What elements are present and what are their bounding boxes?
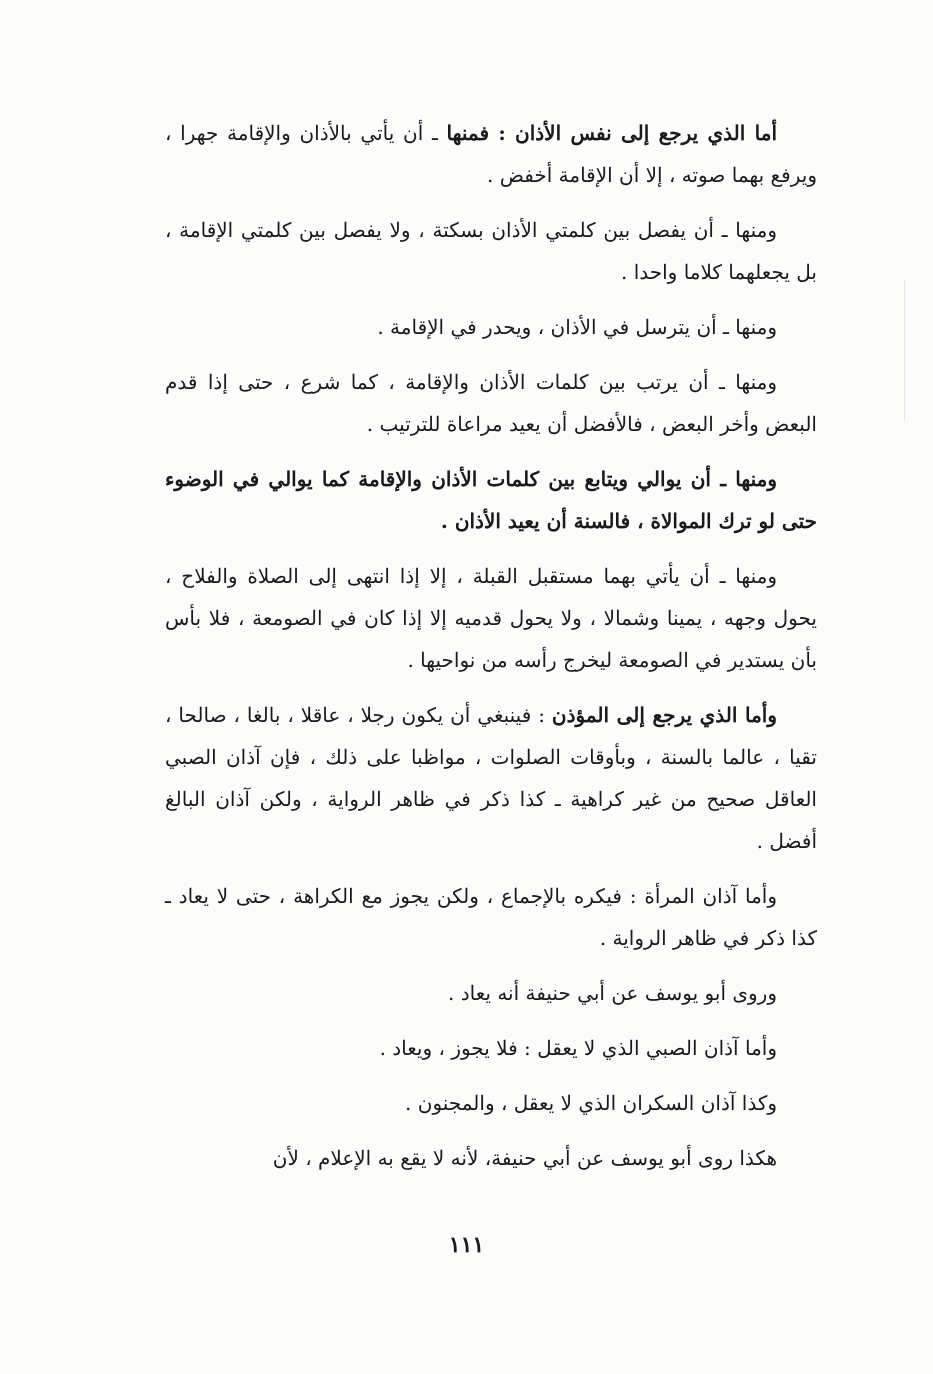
paragraph-8 <box>165 875 817 959</box>
paragraph-text: : فينبغي أن يكون رجلا ، عاقلا ، بالغا ، صالحا ، تقيا ، عالما بالسنة ، وبأوقات الصلوات ، مواظبا على ذلك ، فإن آذان الصبي العاقل صحيح من غير كراهية ـ كذا ذكر في ظاهر الرواية ، ولكن آذان البالغ أفضل . <box>165 703 817 853</box>
scan-edge-mark <box>904 280 905 420</box>
paragraph-text: ومنها ـ أن يفصل بين كلمتي الأذان بسكتة ، ولا يفصل بين كلمتي الإقامة ، بل يجعلهما كلاما واحدا . <box>165 218 817 284</box>
paragraph-12 <box>165 1137 817 1179</box>
paragraph-text: ومنها ـ أن يوالي ويتابع بين كلمات الأذان والإقامة كما يوالي في الوضوء حتى لو ترك الموالاة ، فالسنة أن يعيد الأذان . <box>165 467 817 533</box>
paragraph-text: وروى أبو يوسف عن أبي حنيفة أنه يعاد . <box>448 981 777 1005</box>
paragraph-11 <box>165 1082 817 1124</box>
paragraph-10 <box>165 1027 817 1069</box>
paragraph-lead: أما الذي يرجع إلى نفس الأذان : فمنها <box>446 121 778 145</box>
paragraph-lead: وأما الذي يرجع إلى المؤذن <box>551 703 777 727</box>
paragraph-3 <box>165 306 817 348</box>
paragraph-text: وأما آذان المرأة : فيكره بالإجماع ، ولكن يجوز مع الكراهة ، حتى لا يعاد ـ كذا ذكر في ظاهر الرواية . <box>165 884 817 950</box>
paragraph-text: ومنها ـ أن يأتي بهما مستقبل القبلة ، إلا إذا انتهى إلى الصلاة والفلاح ، يحول وجهه ، يمينا وشمالا ، ولا يحول قدميه إلا إذا كان في الصومعة ، فلا بأس بأن يستدير في الصومعة ليخرج رأسه من نواحيها . <box>165 564 817 672</box>
paragraph-text: وأما آذان الصبي الذي لا يعقل : فلا يجوز ، ويعاد . <box>379 1036 777 1060</box>
paragraph-7 <box>165 694 817 862</box>
paragraph-text: وكذا آذان السكران الذي لا يعقل ، والمجنون . <box>405 1091 777 1115</box>
paragraph-6 <box>165 555 817 681</box>
paragraph-text: ـ أن يأتي بالأذان والإقامة جهرا ، ويرفع بهما صوته ، إلا أن الإقامة أخفض . <box>165 121 817 187</box>
page-body-text <box>165 112 817 1192</box>
paragraph-9 <box>165 972 817 1014</box>
paragraph-text: ومنها ـ أن يرتب بين كلمات الأذان والإقامة ، كما شرع ، حتى إذا قدم البعض وأخر البعض ، فالأفضل أن يعيد مراعاة للترتيب . <box>165 370 817 436</box>
page-number: ١١١ <box>448 1232 485 1258</box>
paragraph-1 <box>165 112 817 196</box>
paragraph-5 <box>165 458 817 542</box>
paragraph-text: هكذا روى أبو يوسف عن أبي حنيفة، لأنه لا يقع به الإعلام ، لأن <box>272 1146 777 1170</box>
paragraph-4 <box>165 361 817 445</box>
paragraph-text: ومنها ـ أن يترسل في الأذان ، ويحدر في الإقامة . <box>377 315 777 339</box>
paragraph-2 <box>165 209 817 293</box>
